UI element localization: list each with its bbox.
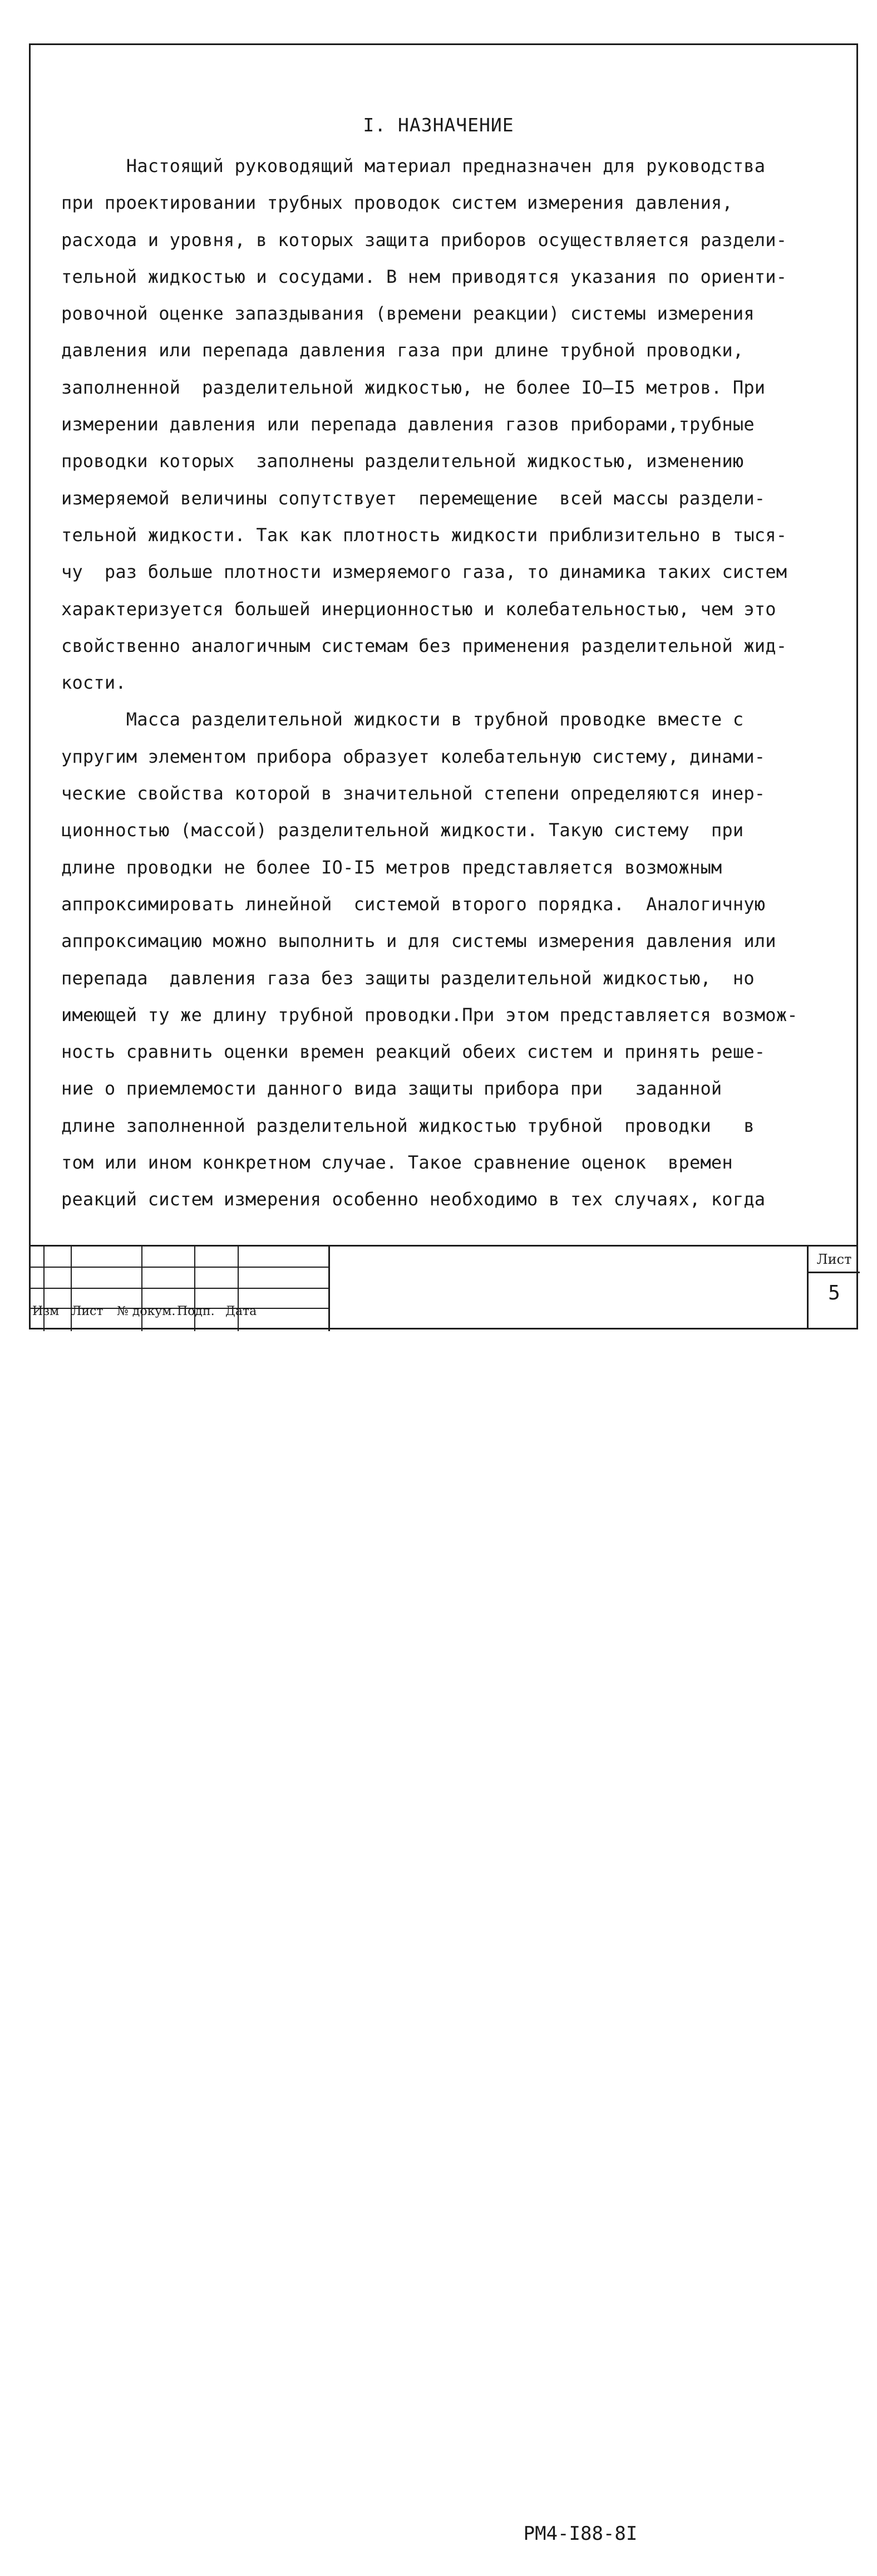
text-line: реакций систем измерения особенно необходимо в тех случаях, когда [61, 1189, 766, 1210]
text-line: измеряемой величины сопутствует перемещение всей массы раздели- [61, 487, 766, 509]
column-header-sheet: Лист [71, 1304, 104, 1318]
text-line: заполненной разделительной жидкостью, не более IO–I5 метров. При [61, 376, 766, 398]
text-line: ционностью (массой) разделительной жидкости. Такую систему при [61, 820, 744, 841]
text-line: расхода и уровня, в которых защита приборов осуществляется раздели- [61, 229, 787, 251]
text-line: Настоящий руководящий материал предназначен для руководства [61, 155, 766, 176]
text-line: проводки которых заполнены разделительной жидкостью, изменению [61, 450, 744, 472]
text-line: перепада давления газа без защиты разделительной жидкостью, но [61, 967, 755, 989]
text-line: тельной жидкости. Так как плотность жидкости приблизительно в тыся- [61, 524, 787, 546]
column-header-document: № докум. [117, 1304, 176, 1318]
text-line: при проектировании трубных проводок систем измерения давления, [61, 192, 733, 214]
section-title: I. НАЗНАЧЕНИЕ [363, 114, 514, 136]
text-line: упругим элементом прибора образует колебательную систему, динами- [61, 745, 766, 767]
text-line: том или ином конкретном случае. Такое сравнение оценок времен [61, 1152, 733, 1174]
body-text [61, 148, 846, 1218]
column-header-signature: Подп. [177, 1304, 215, 1318]
column-header-date: Дата [225, 1304, 257, 1318]
column-header-change: Изм [32, 1304, 60, 1318]
text-line: давления или перепада давления газа при длине трубной проводки, [61, 340, 744, 361]
text-line: ние о приемлемости данного вида защиты прибора при заданной [61, 1078, 722, 1100]
text-line: длине заполненной разделительной жидкостью трубной проводки в [61, 1115, 755, 1136]
text-line: ровочной оценке запаздывания (времени реакции) системы измерения [61, 303, 755, 325]
sheet-number-box [807, 1245, 860, 1329]
sheet-number: 5 [828, 1282, 840, 1304]
text-line: имеющей ту же длину трубной проводки.При этом представляется возмож- [61, 1004, 798, 1026]
revision-grid [29, 1247, 328, 1331]
text-line: ческие свойства которой в значительной степени определяются инер- [61, 783, 766, 804]
text-line: характеризуется большей инерционностью и колебательностью, чем это [61, 598, 776, 620]
text-line: чу раз больше плотности измеряемого газа, то динамика таких систем [61, 561, 787, 583]
text-line: аппроксимировать линейной системой второго порядка. Аналогичную [61, 893, 766, 915]
text-line: кости. [61, 672, 126, 694]
text-line: ность сравнить оценки времен реакций обеих систем и принять реше- [61, 1041, 766, 1063]
text-line: длине проводки не более IO-I5 метров представляется возможным [61, 856, 722, 878]
grid-divider [328, 1247, 330, 1331]
document-code: РМ4-I88-8I [523, 2523, 638, 2545]
text-line: тельной жидкостью и сосудами. В нем приводятся указания по ориенти- [61, 266, 787, 287]
text-line: измерении давления или перепада давления газов приборами,трубные [61, 414, 755, 435]
sheet-label: Лист [809, 1247, 860, 1273]
text-line: Масса разделительной жидкости в трубной проводке вместе с [61, 709, 744, 730]
text-line: свойственно аналогичным системам без применения разделительной жид- [61, 635, 787, 656]
text-line: аппроксимацию можно выполнить и для системы измерения давления или [61, 930, 776, 952]
